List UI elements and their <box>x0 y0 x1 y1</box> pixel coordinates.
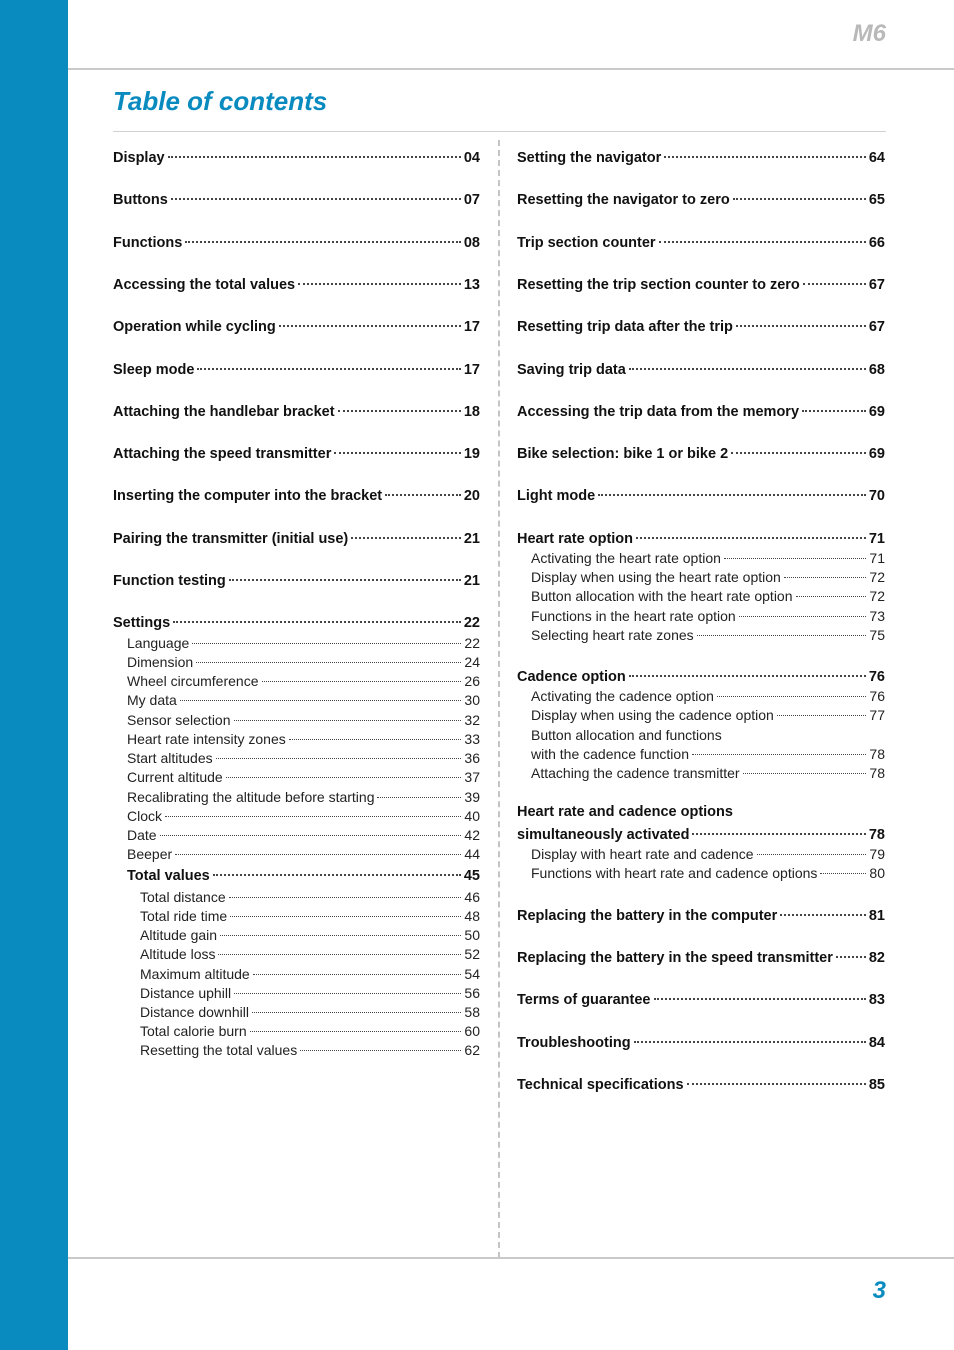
toc-entry <box>127 711 480 729</box>
dot-leader <box>197 368 460 370</box>
toc-entry-page: 40 <box>464 808 480 824</box>
toc-entry-title: Current altitude <box>127 769 223 785</box>
toc-entry-page: 20 <box>463 488 480 504</box>
toc-entry-page: 58 <box>464 1004 480 1020</box>
toc-entry-title: Total distance <box>140 889 226 905</box>
toc-entry-page: 33 <box>464 731 480 747</box>
toc-entry <box>127 749 480 767</box>
toc-entry-title: simultaneously activated <box>517 827 690 843</box>
dot-leader <box>230 916 461 917</box>
toc-entry-page: 82 <box>868 950 885 966</box>
toc-entry-page: 66 <box>868 235 885 251</box>
toc-entry-title: Buttons <box>113 192 168 208</box>
toc-entry <box>517 149 885 167</box>
toc-entry-page: 79 <box>869 846 885 862</box>
toc-entry <box>113 191 480 209</box>
toc-entry-title: Display with heart rate and cadence <box>531 846 754 862</box>
toc-entry-page: 21 <box>463 573 480 589</box>
dot-leader <box>697 635 867 636</box>
toc-entry <box>517 1076 885 1094</box>
dot-leader <box>724 558 867 559</box>
toc-entry <box>113 149 480 167</box>
column-divider <box>498 140 500 1258</box>
toc-entry <box>531 864 885 882</box>
toc-entry-title: Bike selection: bike 1 or bike 2 <box>517 446 729 462</box>
dot-leader <box>196 662 461 663</box>
toc-entry <box>113 234 480 252</box>
toc-entry-title: Beeper <box>127 846 173 862</box>
toc-entry-page: 37 <box>464 769 480 785</box>
toc-entry-title: Total ride time <box>140 908 228 924</box>
toc-entry-page: 50 <box>464 927 480 943</box>
dot-leader <box>160 835 462 836</box>
toc-entry-page: 17 <box>463 319 480 335</box>
dot-leader <box>731 452 866 454</box>
toc-entry <box>127 807 480 825</box>
dot-leader <box>377 797 461 798</box>
toc-entry <box>531 587 885 605</box>
toc-entry-page: 13 <box>463 277 480 293</box>
toc-entry-page: 84 <box>868 1035 885 1051</box>
toc-entry-page: 44 <box>464 846 480 862</box>
toc-entry-title: Clock <box>127 808 163 824</box>
toc-entry-page: 73 <box>869 608 885 624</box>
dot-leader <box>185 241 461 243</box>
toc-entry <box>113 318 480 336</box>
toc-entry-title: Altitude gain <box>140 927 218 943</box>
toc-entry-title: Display <box>113 150 165 166</box>
page-number: 3 <box>872 1277 886 1304</box>
model-label: M6 <box>852 20 886 47</box>
toc-entry <box>517 361 885 379</box>
toc-entry <box>127 845 480 863</box>
toc-entry-title: Settings <box>113 615 171 631</box>
dot-leader <box>250 1031 462 1032</box>
toc-entry <box>140 888 480 906</box>
toc-heading: Button allocation and functions <box>531 727 722 743</box>
toc-entry <box>517 234 885 252</box>
dot-leader <box>289 739 462 740</box>
toc-entry <box>517 318 885 336</box>
toc-entry <box>127 653 480 671</box>
toc-entry-page: 19 <box>463 446 480 462</box>
toc-entry-title: Selecting heart rate zones <box>531 627 694 643</box>
dot-leader <box>279 325 461 327</box>
dot-leader <box>654 998 866 1000</box>
dot-leader <box>780 914 866 916</box>
dot-leader <box>334 452 461 454</box>
dot-leader <box>300 1050 461 1051</box>
toc-entry-title: Resetting trip data after the trip <box>517 319 733 335</box>
toc-entry <box>517 826 885 844</box>
toc-entry-page: 45 <box>463 868 480 884</box>
dot-leader <box>636 537 866 539</box>
toc-entry-title: Cadence option <box>517 669 626 685</box>
toc-entry-page: 85 <box>868 1077 885 1093</box>
toc-entry-page: 42 <box>464 827 480 843</box>
toc-entry-title: Distance downhill <box>140 1004 249 1020</box>
toc-entry-page: 46 <box>464 889 480 905</box>
toc-entry <box>517 191 885 209</box>
dot-leader <box>229 579 461 581</box>
toc-entry-title: Technical specifications <box>517 1077 684 1093</box>
dot-leader <box>796 596 867 597</box>
toc-entry <box>140 1041 480 1059</box>
toc-entry-page: 39 <box>464 789 480 805</box>
dot-leader <box>692 754 866 755</box>
toc-entry <box>531 626 885 644</box>
toc-entry <box>517 530 885 548</box>
toc-entry <box>517 907 885 925</box>
toc-entry <box>140 945 480 963</box>
toc-entry <box>517 487 885 505</box>
toc-entry-page: 07 <box>463 192 480 208</box>
dot-leader <box>687 1083 866 1085</box>
toc-entry <box>127 634 480 652</box>
toc-entry-title: Functions with heart rate and cadence options <box>531 865 818 881</box>
dot-leader <box>757 854 867 855</box>
dot-leader <box>253 974 462 975</box>
toc-entry-page: 65 <box>868 192 885 208</box>
toc-heading: Heart rate and cadence options <box>517 804 733 820</box>
dot-leader <box>836 956 866 958</box>
toc-entry-page: 69 <box>868 446 885 462</box>
toc-entry-page: 78 <box>869 765 885 781</box>
dot-leader <box>784 577 867 578</box>
toc-entry-page: 78 <box>868 827 885 843</box>
toc-entry-title: Accessing the trip data from the memory <box>517 404 800 420</box>
toc-entry-title: Language <box>127 635 190 651</box>
toc-entry-page: 83 <box>868 992 885 1008</box>
dot-leader <box>173 621 461 623</box>
dot-leader <box>664 156 866 158</box>
toc-entry-title: Sensor selection <box>127 712 231 728</box>
toc-entry <box>113 614 480 632</box>
toc-entry-title: Functions <box>113 235 183 251</box>
toc-entry-title: Activating the heart rate option <box>531 550 721 566</box>
header-rule <box>68 68 954 70</box>
page-title: Table of contents <box>113 86 328 116</box>
dot-leader <box>777 715 867 716</box>
dot-leader <box>252 1012 461 1013</box>
toc-entry <box>140 1003 480 1021</box>
toc-entry-title: Attaching the cadence transmitter <box>531 765 740 781</box>
dot-leader <box>634 1041 866 1043</box>
dot-leader <box>802 410 866 412</box>
toc-entry-page: 04 <box>463 150 480 166</box>
toc-entry-page: 76 <box>869 688 885 704</box>
footer-rule <box>68 1257 954 1259</box>
toc-entry-page: 70 <box>868 488 885 504</box>
dot-leader <box>175 854 461 855</box>
toc-entry-title: Dimension <box>127 654 194 670</box>
dot-leader <box>803 283 866 285</box>
toc-entry <box>517 403 885 421</box>
toc-entry-title: My data <box>127 692 177 708</box>
toc-entry-page: 56 <box>464 985 480 1001</box>
dot-leader <box>717 696 867 697</box>
toc-entry-page: 52 <box>464 946 480 962</box>
dot-leader <box>234 993 461 994</box>
dot-leader <box>338 410 461 412</box>
toc-entry-page: 71 <box>868 531 885 547</box>
toc-entry <box>517 1034 885 1052</box>
toc-entry-page: 22 <box>463 615 480 631</box>
toc-entry-title: Activating the cadence option <box>531 688 714 704</box>
toc-entry <box>140 1022 480 1040</box>
dot-leader <box>385 494 461 496</box>
side-accent-bar <box>0 0 68 1350</box>
toc-entry-page: 72 <box>869 588 885 604</box>
toc-entry <box>140 984 480 1002</box>
toc-entry <box>517 276 885 294</box>
toc-entry <box>517 445 885 463</box>
toc-entry-page: 32 <box>464 712 480 728</box>
toc-entry-title: Resetting the total values <box>140 1042 298 1058</box>
toc-entry-page: 48 <box>464 908 480 924</box>
toc-entry-title: Distance uphill <box>140 985 232 1001</box>
toc-entry <box>517 991 885 1009</box>
dot-leader <box>168 156 461 158</box>
toc-entry-page: 81 <box>868 908 885 924</box>
toc-entry-page: 78 <box>869 746 885 762</box>
dot-leader <box>226 777 462 778</box>
toc-entry-title: Functions in the heart rate option <box>531 608 736 624</box>
toc-entry-page: 67 <box>868 319 885 335</box>
toc-entry-page: 69 <box>868 404 885 420</box>
toc-entry-title: Pairing the transmitter (initial use) <box>113 531 349 547</box>
toc-entry <box>140 926 480 944</box>
toc-entry <box>531 764 885 782</box>
dot-leader <box>180 700 462 701</box>
toc-entry-title: Trip section counter <box>517 235 656 251</box>
dot-leader <box>192 643 461 644</box>
toc-entry-title: Heart rate option <box>517 531 634 547</box>
toc-entry-title: Recalibrating the altitude before starting <box>127 789 375 805</box>
toc-entry-page: 22 <box>464 635 480 651</box>
toc-entry <box>531 568 885 586</box>
toc-entry-title: Resetting the navigator to zero <box>517 192 730 208</box>
dot-leader <box>298 283 461 285</box>
toc-entry-page: 08 <box>463 235 480 251</box>
toc-entry-page: 80 <box>869 865 885 881</box>
dot-leader <box>220 935 461 936</box>
toc-entry-title: Wheel circumference <box>127 673 259 689</box>
toc-entry-page: 71 <box>869 550 885 566</box>
toc-entry <box>127 691 480 709</box>
dot-leader <box>743 773 867 774</box>
dot-leader <box>739 616 867 617</box>
dot-leader <box>692 833 865 835</box>
toc-entry <box>113 361 480 379</box>
dot-leader <box>213 874 461 876</box>
toc-entry-title: Altitude loss <box>140 946 216 962</box>
dot-leader <box>659 241 866 243</box>
dot-leader <box>262 681 462 682</box>
toc-entry-page: 54 <box>464 966 480 982</box>
toc-entry <box>531 706 885 724</box>
toc-entry-title: Sleep mode <box>113 362 195 378</box>
toc-entry-title: Maximum altitude <box>140 966 250 982</box>
toc-entry-title: with the cadence function <box>531 746 689 762</box>
toc-entry-title: Attaching the handlebar bracket <box>113 404 335 420</box>
toc-entry <box>127 768 480 786</box>
toc-entry-page: 18 <box>463 404 480 420</box>
toc-entry-page: 30 <box>464 692 480 708</box>
toc-entry-title: Saving trip data <box>517 362 626 378</box>
dot-leader <box>598 494 866 496</box>
toc-entry-title: Setting the navigator <box>517 150 662 166</box>
toc-entry-page: 60 <box>464 1023 480 1039</box>
toc-entry-title: Function testing <box>113 573 226 589</box>
toc-entry-title: Accessing the total values <box>113 277 296 293</box>
toc-entry-page: 76 <box>868 669 885 685</box>
toc-entry-page: 62 <box>464 1042 480 1058</box>
toc-entry-title: Resetting the trip section counter to zero <box>517 277 800 293</box>
toc-entry-page: 64 <box>868 150 885 166</box>
toc-entry-title: Display when using the heart rate option <box>531 569 781 585</box>
dot-leader <box>736 325 866 327</box>
toc-entry-title: Attaching the speed transmitter <box>113 446 332 462</box>
toc-entry <box>531 745 885 763</box>
toc-entry-page: 21 <box>463 531 480 547</box>
toc-entry <box>140 965 480 983</box>
toc-entry-page: 68 <box>868 362 885 378</box>
toc-entry-title: Inserting the computer into the bracket <box>113 488 383 504</box>
toc-entry-page: 75 <box>869 627 885 643</box>
toc-entry <box>531 549 885 567</box>
dot-leader <box>218 954 461 955</box>
toc-entry-page: 36 <box>464 750 480 766</box>
toc-entry <box>517 668 885 686</box>
toc-entry-page: 77 <box>869 707 885 723</box>
toc-entry-title: Start altitudes <box>127 750 213 766</box>
toc-entry <box>113 530 480 548</box>
toc-entry-title: Terms of guarantee <box>517 992 651 1008</box>
toc-entry <box>127 826 480 844</box>
toc-entry-title: Replacing the battery in the speed transmitter <box>517 950 833 966</box>
toc-entry <box>113 572 480 590</box>
toc-entry <box>113 445 480 463</box>
toc-entry-title: Button allocation with the heart rate option <box>531 588 793 604</box>
toc-entry-title: Troubleshooting <box>517 1035 631 1051</box>
toc-entry <box>531 845 885 863</box>
toc-entry-title: Total calorie burn <box>140 1023 247 1039</box>
toc-entry-page: 67 <box>868 277 885 293</box>
toc-entry <box>531 607 885 625</box>
toc-entry-title: Display when using the cadence option <box>531 707 774 723</box>
toc-entry-page: 17 <box>463 362 480 378</box>
toc-entry <box>127 867 480 885</box>
title-rule <box>113 131 886 132</box>
dot-leader <box>629 675 866 677</box>
dot-leader <box>165 816 461 817</box>
dot-leader <box>216 758 462 759</box>
dot-leader <box>629 368 866 370</box>
toc-entry-page: 72 <box>869 569 885 585</box>
dot-leader <box>351 537 461 539</box>
dot-leader <box>733 198 866 200</box>
toc-entry <box>140 907 480 925</box>
toc-entry <box>531 687 885 705</box>
toc-entry-title: Replacing the battery in the computer <box>517 908 778 924</box>
toc-entry-title: Heart rate intensity zones <box>127 731 286 747</box>
toc-entry-page: 26 <box>464 673 480 689</box>
toc-entry <box>517 949 885 967</box>
dot-leader <box>171 198 461 200</box>
toc-entry-title: Light mode <box>517 488 596 504</box>
dot-leader <box>229 897 462 898</box>
toc-entry <box>113 276 480 294</box>
toc-entry <box>127 788 480 806</box>
toc-entry <box>113 487 480 505</box>
toc-entry <box>127 730 480 748</box>
toc-entry-title: Operation while cycling <box>113 319 276 335</box>
dot-leader <box>234 720 462 721</box>
toc-entry-page: 24 <box>464 654 480 670</box>
toc-entry-title: Total values <box>127 868 210 884</box>
dot-leader <box>820 873 866 874</box>
toc-entry <box>113 403 480 421</box>
toc-entry <box>127 672 480 690</box>
toc-entry-title: Date <box>127 827 157 843</box>
